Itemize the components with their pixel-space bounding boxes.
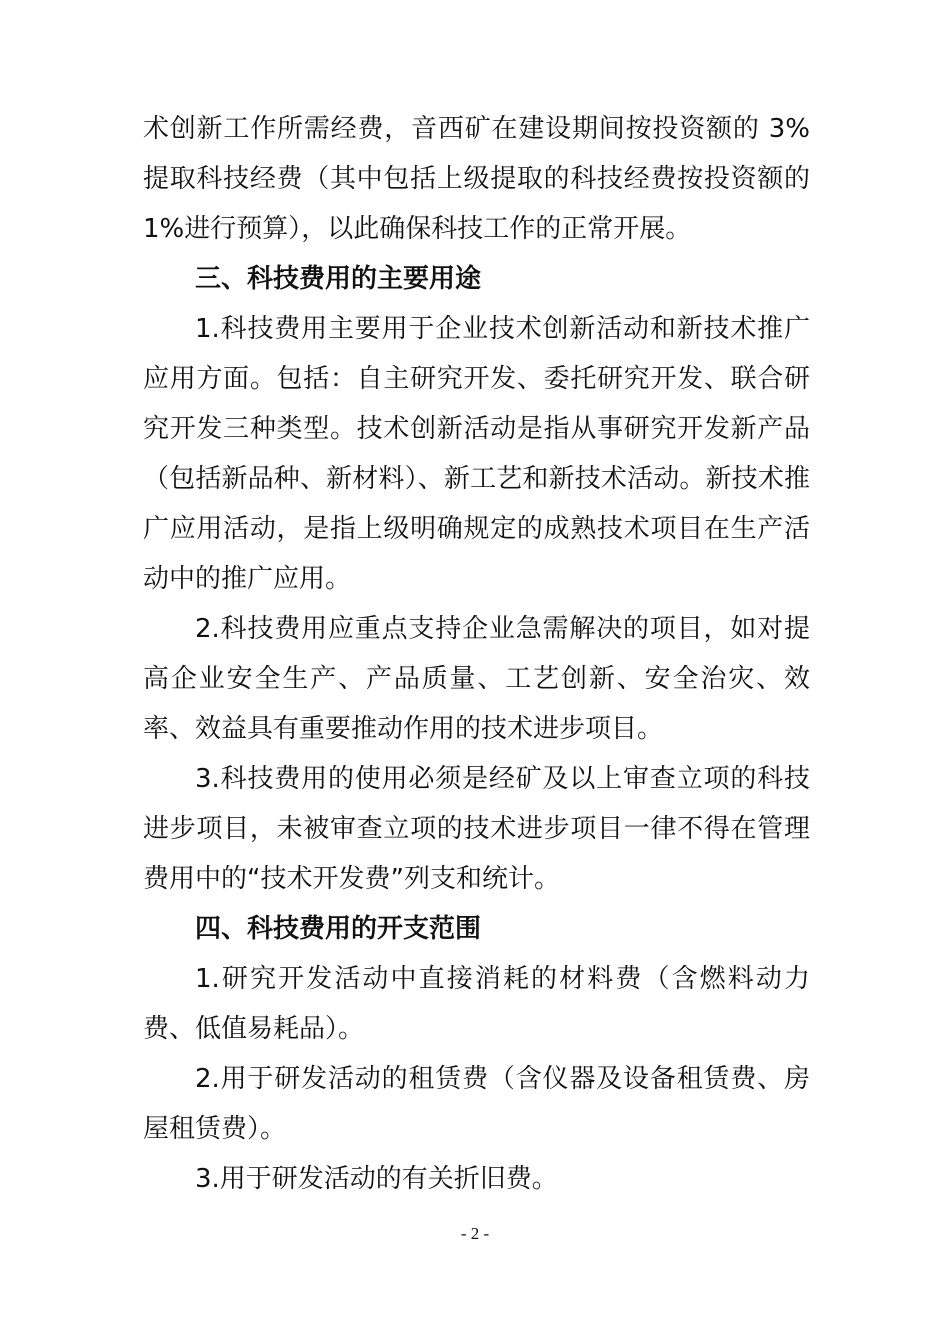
- section3-item-1: 1.科技费用主要用于企业技术创新活动和新技术推广应用方面。包括：自主研究开发、委托研究开发、联合研究开发三种类型。技术创新活动是指从事研究开发新产品（包括新品种、新材料）、新工艺和新技术活动。新技术推广应用活动，是指上级明确规定的成熟技术项目在生产活动中的推广应用。: [143, 314, 810, 594]
- section4-item-2: 2.用于研发活动的租赁费（含仪器及设备租赁费、房屋租赁费）。: [143, 1064, 810, 1144]
- section3-item-3: 3.科技费用的使用必须是经矿及以上审查立项的科技进步项目，未被审查立项的技术进步项目一律不得在管理费用中的“技术开发费”列支和统计。: [143, 764, 810, 894]
- section4-item-1: 1.研究开发活动中直接消耗的材料费（含燃料动力费、低值易耗品）。: [143, 964, 810, 1044]
- section4-item-3: 3.用于研发活动的有关折旧费。: [195, 1164, 558, 1194]
- section3-item-2: 2.科技费用应重点支持企业急需解决的项目，如对提高企业安全生产、产品质量、工艺创新、安全治灾、效率、效益具有重要推动作用的技术进步项目。: [143, 614, 810, 744]
- intro-paragraph: 术创新工作所需经费，音西矿在建设期间按投资额的 3%提取科技经费（其中包括上级提取的科技经费按投资额的 1%进行预算），以此确保科技工作的正常开展。: [143, 114, 810, 244]
- section3-heading: 三、科技费用的主要用途: [195, 264, 482, 294]
- page-number: - 2 -: [460, 1224, 490, 1243]
- section4-heading: 四、科技费用的开支范围: [195, 914, 482, 944]
